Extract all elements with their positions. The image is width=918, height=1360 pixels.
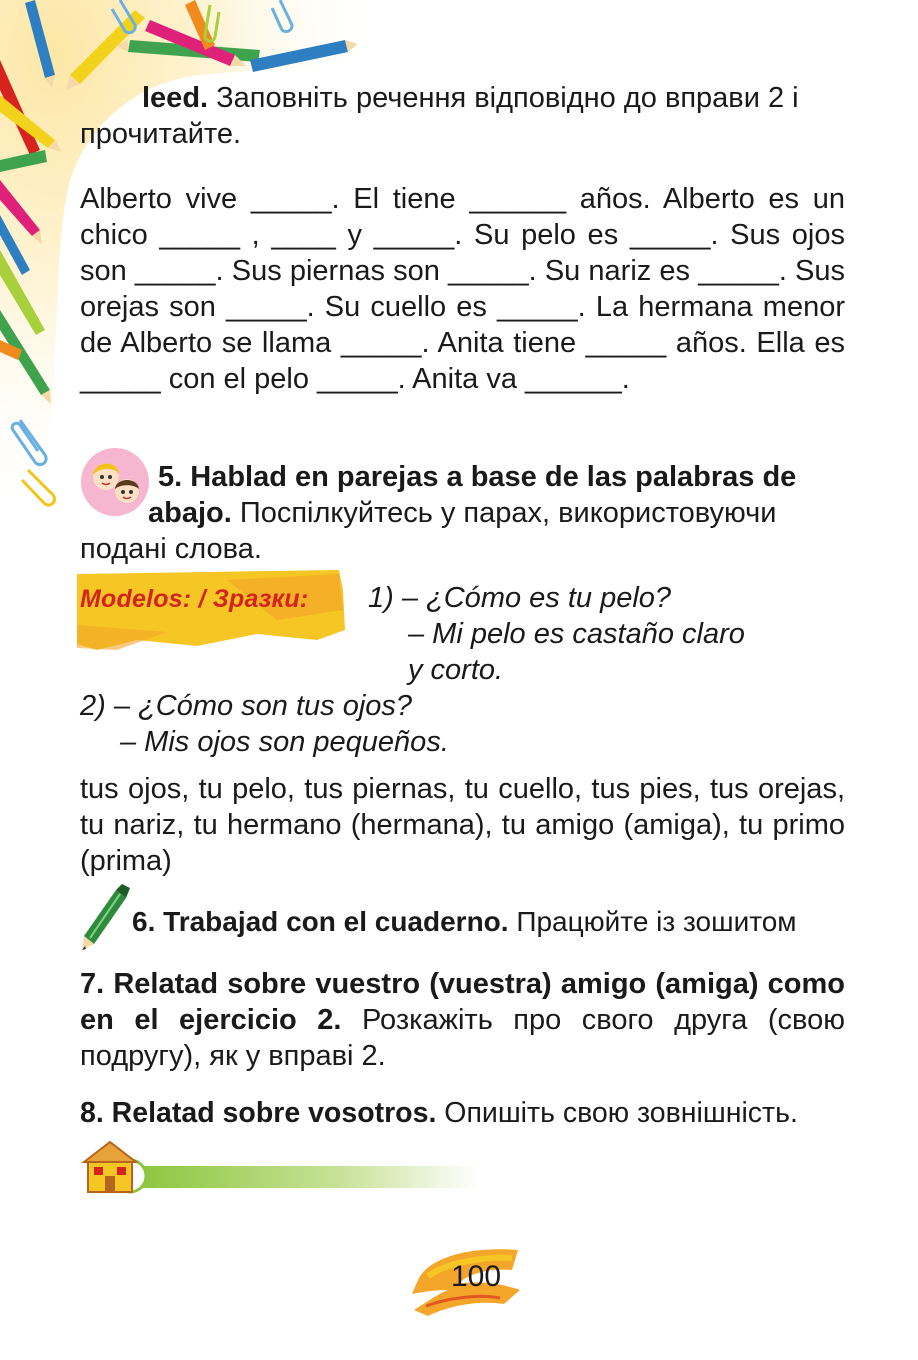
model-2-answer: – Mis ojos son pequeños. — [120, 726, 449, 758]
exercise-7-text: Розкажіть про свого друга (свою подругу), як у вправі 2. — [80, 1004, 845, 1072]
model-2-question: 2) – ¿Cómo son tus ojos? — [80, 690, 413, 722]
exercise-6-title: 6. Trabajad con el cuaderno. — [132, 906, 509, 937]
exercise-6-text: Працюйте із зошитом — [508, 906, 797, 937]
exercise-7-title: 7. Relatad sobre vuestro (vuestra) amigo (amiga) como en el ejercicio 2. — [80, 968, 845, 1036]
model-1-question: 1) – ¿Cómo es tu pelo? — [368, 582, 672, 614]
exercise-4-label: leed. — [142, 82, 209, 114]
exercise-7-instruction — [80, 966, 845, 1074]
word-list: tus ojos, tu pelo, tus piernas, tu cuello, tus pies, tus orejas, tu nariz, tu hermano (hermana), tu amigo (amiga), tu primo (prima) — [80, 773, 845, 877]
exercise-6-instruction — [132, 906, 852, 938]
models-label: Modelos: / Зразки: — [80, 585, 309, 613]
model-1-answer: – Mi pelo es castaño claro — [408, 618, 745, 650]
exercise-8-title: 8. Relatad sobre vosotros. — [80, 1097, 437, 1129]
fill-in-paragraph: Alberto vive _____. El tiene ______ años. Alberto es un chico _____ , ____ y _____. Su pelo es _____. Sus ojos son _____. Sus piernas son _____. Su nariz es _____. Sus orejas son _____. Su cuello es _____. La hermana menor de Alberto se llama _____. Anita tiene _____ años. Ella es _____ con el pelo _____. Anita va ______. — [80, 183, 845, 395]
pencil-icon — [78, 884, 130, 950]
exercise-5-text-line3: подані слова. — [80, 533, 262, 565]
exercise-5-title-line1: 5. Hablad en parejas a base de las palabras de — [158, 461, 797, 493]
model-1-answer-cont: y corto. — [408, 654, 504, 686]
exercise-5-instruction — [80, 459, 845, 567]
page-number: 100 — [450, 1260, 502, 1293]
exercise-5-text-line2: Поспілкуйтесь у парах, використовуючи — [231, 497, 777, 529]
exercise-8-instruction — [80, 1097, 860, 1130]
house-icon — [80, 1140, 480, 1196]
exercise-8-text: Опишіть свою зовнішність. — [436, 1097, 798, 1129]
exercise-5-title-line2: abajo. — [148, 497, 232, 529]
exercise-4-text: Заповніть речення відповідно до вправи 2 і прочитайте. — [80, 82, 799, 150]
exercise-4-instruction — [80, 80, 845, 152]
